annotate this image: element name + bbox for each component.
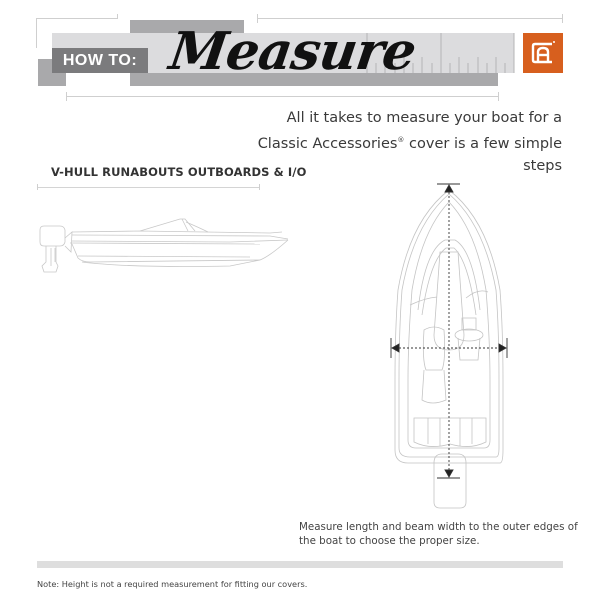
decorative-line [36, 18, 37, 48]
boat-side-view-illustration [30, 200, 300, 290]
classic-accessories-ca-logo-icon [523, 33, 563, 73]
how-to-label: HOW TO: [52, 48, 148, 73]
intro-line-2-rest: cover is a few simple steps [404, 136, 562, 174]
decorative-line [562, 14, 563, 23]
decorative-line [257, 18, 563, 19]
brand-name: Classic Accessories [257, 136, 398, 152]
classic-accessories-logo [523, 33, 563, 73]
outboard-motor [40, 226, 65, 246]
section-divider-end [259, 184, 260, 190]
decorative-line [117, 14, 118, 19]
decorative-line [66, 96, 499, 97]
section-divider [37, 187, 259, 188]
decorative-line [498, 92, 499, 101]
height-note: Note: Height is not a required measurement for fitting our covers. [37, 579, 308, 589]
boat-top-view-illustration [380, 180, 520, 510]
decorative-line [66, 92, 67, 101]
measurement-instructions: Measure length and beam width to the outer edges of the boat to choose the proper size. [299, 521, 578, 547]
intro-line-1: All it takes to measure your boat for a [286, 110, 562, 126]
boat-type-heading: V-HULL RUNABOUTS OUTBOARDS & I/O [51, 165, 307, 179]
page-title: Measure [165, 21, 420, 82]
motor-top-view [434, 454, 466, 508]
registered-mark: ® [397, 136, 405, 144]
length-measurement-arrow [437, 184, 460, 478]
decorative-line [36, 18, 117, 19]
section-divider-end [37, 184, 38, 190]
footer-divider [37, 561, 563, 568]
